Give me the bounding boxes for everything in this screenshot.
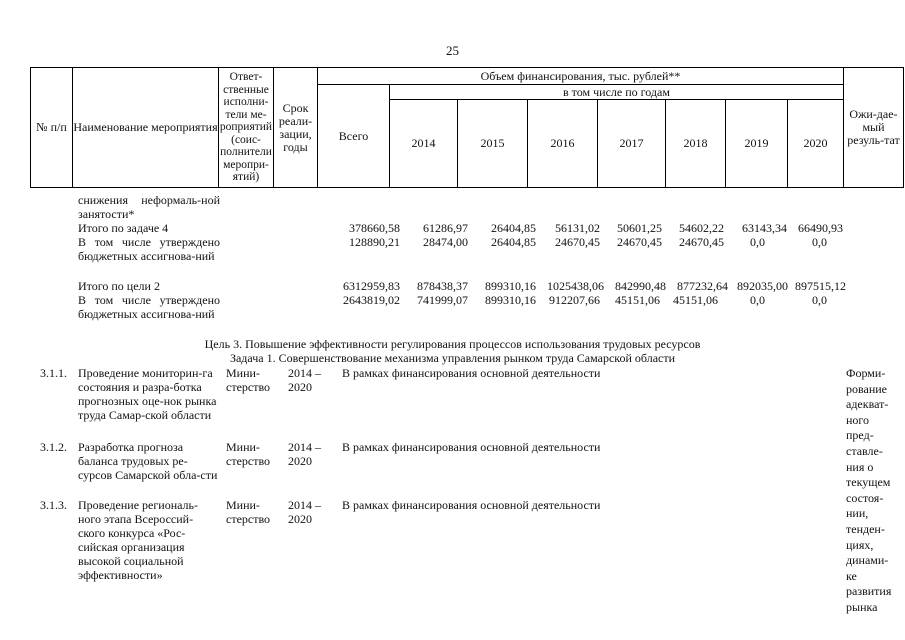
activity-term: 2014 – 2020 <box>288 440 321 468</box>
total-row-value: 912207,66 <box>549 293 600 307</box>
total-row-sum: 6312959,83 <box>343 279 400 293</box>
header-name: Наименование мероприятия <box>73 68 219 188</box>
total-row-value: 0,0 <box>750 235 765 249</box>
header-result: Ожи-дае-мый резуль-тат <box>844 68 904 188</box>
total-row-sum: 2643819,02 <box>343 293 400 307</box>
total-row-value: 26404,85 <box>491 235 536 249</box>
header-total: Всего <box>318 85 390 188</box>
total-row-value: 899310,16 <box>485 293 536 307</box>
total-row-value: 45151,06 <box>673 293 718 307</box>
header-year: 2019 <box>726 100 788 188</box>
activity-number: 3.1.1. <box>40 366 67 380</box>
header-year: 2015 <box>458 100 528 188</box>
header-responsible: Ответ-ственные исполни-тели ме-роприятий (соис-полнители меропри-ятий) <box>219 68 274 188</box>
total-row-value: 0,0 <box>750 293 765 307</box>
activity-responsible: Мини-стерство <box>226 440 271 468</box>
total-row-sum: 128890,21 <box>349 235 400 249</box>
total-row-value: 877232,64 <box>677 279 728 293</box>
total-row-sum: 378660,58 <box>349 221 400 235</box>
total-row-value: 0,0 <box>812 235 827 249</box>
task-heading: Задача 1. Совершенствование механизма управления рынком труда Самарской области <box>229 351 676 365</box>
header-term: Срок реали-зации, годы <box>274 68 318 188</box>
activity-financing: В рамках финансирования основной деятельности <box>342 498 601 512</box>
activity-term: 2014 – 2020 <box>288 498 321 526</box>
header-year: 2014 <box>390 100 458 188</box>
total-row-value: 63143,34 <box>742 221 787 235</box>
total-row-value: 28474,00 <box>423 235 468 249</box>
activity-responsible: Мини-стерство <box>226 366 271 394</box>
total-row-value: 741999,07 <box>417 293 468 307</box>
header-year: 2018 <box>666 100 726 188</box>
header-financing: Объем финансирования, тыс. рублей** <box>318 68 844 85</box>
header-year: 2020 <box>788 100 844 188</box>
total-row-value: 878438,37 <box>417 279 468 293</box>
total-row-value: 897515,12 <box>795 279 846 293</box>
header-year: 2016 <box>528 100 598 188</box>
total-row-value: 61286,97 <box>423 221 468 235</box>
activity-financing: В рамках финансирования основной деятельности <box>342 366 601 380</box>
activity-name: Разработка прогноза баланса трудовых ре-сурсов Самарской обла-сти <box>78 440 218 482</box>
header-year: 2017 <box>598 100 666 188</box>
total-row-value: 50601,25 <box>617 221 662 235</box>
activity-name: Проведение региональ-ного этапа Всероссий-ского конкурса «Рос-сийская организация высокой социальной эффективности» <box>78 498 199 582</box>
total-row-value: 24670,45 <box>555 235 600 249</box>
expected-result: Форми-рование адекват-ного пред-ставле-ния о текущем состоя-нии, тенден-циях, динами-ке развития рынка <box>846 366 892 614</box>
activity-financing: В рамках финансирования основной деятельности <box>342 440 601 454</box>
activity-term: 2014 – 2020 <box>288 366 321 394</box>
header-years-group: в том числе по годам <box>390 85 844 100</box>
total-row-value: 892035,00 <box>737 279 788 293</box>
total-row-value: 24670,45 <box>617 235 662 249</box>
goal-heading: Цель 3. Повышение эффективности регулирования процессов использования трудовых ресурсов <box>204 337 701 351</box>
total-row-value: 842990,48 <box>615 279 666 293</box>
total-row-value: 45151,06 <box>615 293 660 307</box>
total-row-label: Итого по задаче 4 <box>78 221 169 235</box>
total-row-label: В том числе утверждено бюджетных ассигнова-ний <box>78 235 220 263</box>
total-row-value: 54602,22 <box>679 221 724 235</box>
total-row-value: 0,0 <box>812 293 827 307</box>
total-row-value: 899310,16 <box>485 279 536 293</box>
total-row-value: 26404,85 <box>491 221 536 235</box>
table-header <box>30 67 904 188</box>
total-row-label: Итого по цели 2 <box>78 279 160 293</box>
total-row-value: 1025438,06 <box>547 279 604 293</box>
activity-number: 3.1.3. <box>40 498 67 512</box>
total-row-label: В том числе утверждено бюджетных ассигнова-ний <box>78 293 220 321</box>
activity-responsible: Мини-стерство <box>226 498 271 526</box>
continuation-text: снижения неформаль-ной занятости* <box>78 193 220 221</box>
total-row-value: 24670,45 <box>679 235 724 249</box>
total-row-value: 56131,02 <box>555 221 600 235</box>
total-row-value: 66490,93 <box>798 221 843 235</box>
activity-number: 3.1.2. <box>40 440 67 454</box>
page-number: 25 <box>446 43 459 58</box>
activity-name: Проведение мониторин-га состояния и разра-ботка прогнозных оце-нок рынка труда Самар-ской области <box>78 366 217 422</box>
header-no: № п/п <box>31 68 73 188</box>
